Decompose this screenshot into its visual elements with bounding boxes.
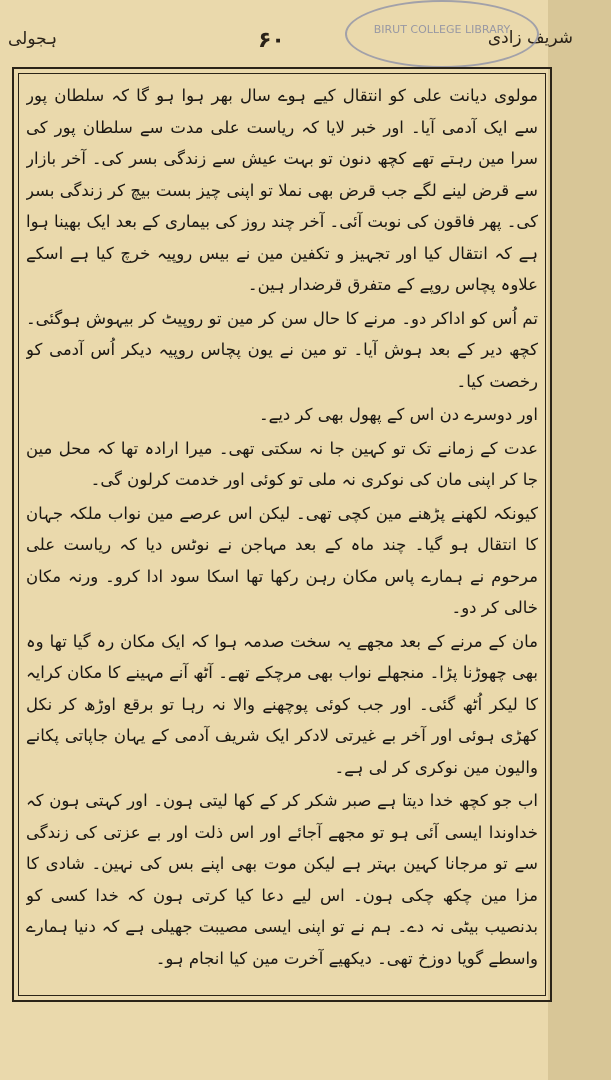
library-stamp: [345, 0, 539, 68]
paragraph-2: تم اُس کو اداکر دو۔ مرنے کا حال سن کر مین تو روپیٹ کر بیہوش ہوگئی۔ کچھ دیر کے بعد ہوش آیا۔ تو مین نے یون پچاس روپیہ دیکر اُس آدمی کو رخصت کیا۔: [26, 308, 538, 391]
page-number: ۶۰: [258, 28, 285, 53]
paragraph-5: کیونکہ لکھنے پڑھنے مین کچی تھی۔ لیکن اس عرصے مین نواب ملکہ جہان کا انتقال ہو گیا۔ چند ماہ کے بعد مہاجن نے نوٹس دیا کہ ریاست علی مرحوم نے ہمارے پاس مکان رہن رکھا تھا اسکا سود ادا کرو۔ ورنہ مکان خالی کر دو۔: [26, 503, 538, 617]
running-header-right: شریف زادی: [487, 28, 573, 48]
running-header-left: ہجولی: [8, 29, 58, 49]
library-stamp-text: BIRUT COLLEGE LIBRARY: [373, 23, 511, 36]
paragraph-7: اب جو کچھ خدا دیتا ہے صبر شکر کر کے کھا لیتی ہون۔ اور کہتی ہون کہ خداوندا ایسی آئی ہو تو مجھے آجائے اور اس ذلت اور بے عزتی کی زندگی سے تو مرجانا کہین بہتر ہے لیکن موت بھی اپنے بس کی نہین۔ شادی کا مزا مین چکھ چکی ہون۔ اس لیے دعا کیا کرتی ہون کہ خدا کسی کو بدنصیب بیٹی نہ دے۔ ہم نے تو اپنی ایسی مصیبت جھیلی ہے کہ دنیا ہمارے واسطے گویا دوزخ تھی۔ دیکھیے آخرت مین کیا انجام ہو۔: [26, 791, 538, 968]
body-text: [26, 80, 538, 990]
paragraph-3: اور دوسرے دن اس کے پھول بھی کر دیے۔: [258, 405, 538, 424]
paragraph-1: مولوی دیانت علی کو انتقال کیے ہوے سال بھر ہوا ہو گا کہ سلطان پور سے ایک آدمی آیا۔ اور خبر لایا کہ ریاست علی مدت سے سلطان پور کی سرا مین رہتے تھے کچھ دنون تو بہت عیش سے زندگی بسر کی۔ آخر بازار سے قرض لینے لگے جب قرض بھی نملا تو اپنی چیز بست بیچ کر زندگی بسر کی۔ پھر فاقون کی نوبت آئی۔ آخر چند روز کی بیماری کے بعد ایک بھینا ہوا ہے کہ انتقال کیا اور تجہیز و تکفین مین نے بیس روپیہ خرچ کیا ہے اسکے علاوہ پچاس روپے کے متفرق قرضدار ہین۔: [26, 86, 538, 294]
paragraph-6: مان کے مرنے کے بعد مجھے یہ سخت صدمہ ہوا کہ ایک مکان رہ گیا تھا وہ بھی چھوڑنا پڑا۔ منجھلے نواب بھی مرچکے تھے۔ آٹھ آنے مہینے کا مکان کرایہ کا لیکر اُٹھ گئی۔ اور جب کوئی پوچھنے والا نہ رہا تو برقع اوڑھ کر نکل کھڑی ہوئی اور آخر بے غیرتی لادکر ایک شریف آدمی کے یہان جاپاتی پکانے والیون مین نوکری کر لی ہے۔: [26, 631, 538, 777]
page-fold-shadow: [548, 0, 611, 1080]
paragraph-4: عدت کے زمانے تک تو کہین جا نہ سکتی تھی۔ میرا ارادہ تھا کہ محل مین جا کر اپنی مان کی نوکری نہ ملی تو کوئی اور خدمت کرلون گی۔: [26, 438, 538, 489]
